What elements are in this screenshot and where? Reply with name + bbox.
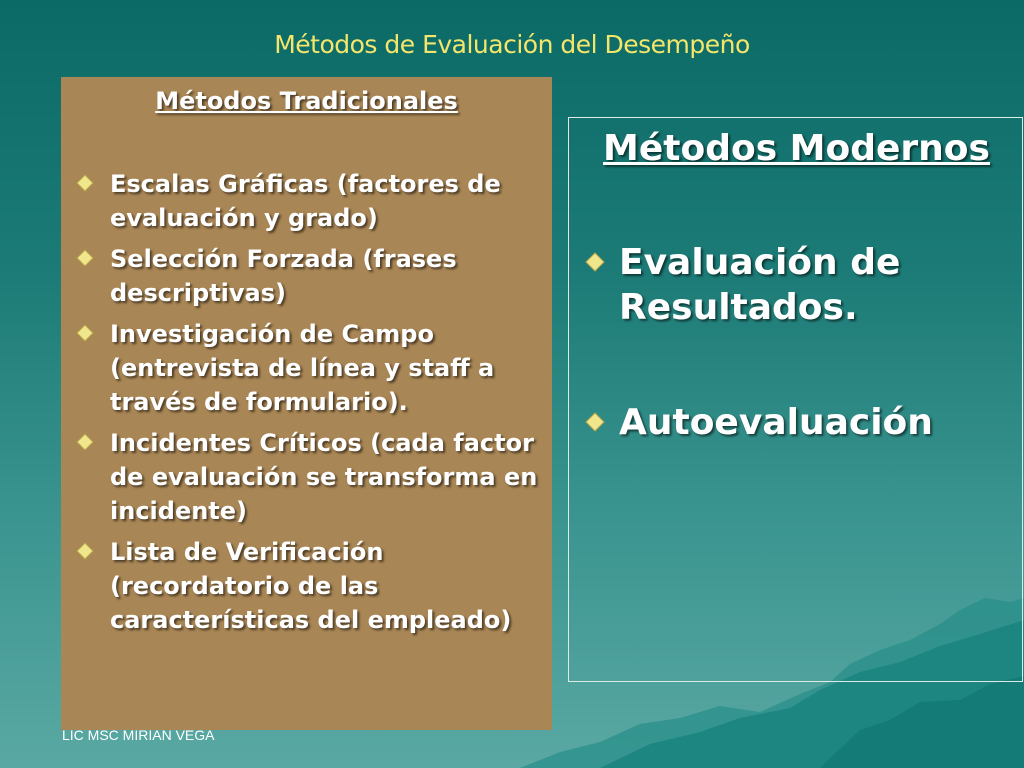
list-item — [73, 317, 543, 419]
list-item-text: Investigación de Campo (entrevista de línea y staff a través de formulario). — [110, 320, 495, 416]
modern-methods-box — [568, 117, 1023, 682]
list-item-text: Selección Forzada (frases descriptivas) — [110, 245, 457, 307]
list-item — [582, 240, 1012, 330]
diamond-bullet-icon — [582, 240, 608, 285]
list-item — [582, 400, 1012, 445]
modern-methods-heading: Métodos Modernos — [603, 128, 990, 169]
traditional-methods-box — [61, 77, 552, 730]
diamond-bullet-icon — [73, 317, 97, 351]
list-item-text: Autoevaluación — [619, 402, 933, 443]
modern-methods-list — [582, 240, 1012, 515]
diamond-bullet-icon — [582, 400, 608, 445]
list-item — [73, 242, 543, 310]
slide-title: Métodos de Evaluación del Desempeño — [274, 30, 750, 59]
list-item — [73, 167, 543, 235]
diamond-bullet-icon — [73, 167, 97, 201]
list-item — [73, 535, 543, 637]
list-item-text: Escalas Gráficas (factores de evaluación y grado) — [110, 170, 501, 232]
list-item — [73, 426, 543, 528]
list-item-text: Lista de Verificación (recordatorio de las características del empleado) — [110, 538, 512, 634]
list-item-text: Evaluación de Resultados. — [619, 242, 901, 328]
diamond-bullet-icon — [73, 426, 97, 460]
diamond-bullet-icon — [73, 242, 97, 276]
traditional-methods-list — [73, 167, 543, 644]
list-item-text: Incidentes Críticos (cada factor de evaluación se transforma en incidente) — [110, 429, 538, 525]
footer-author: LIC MSC MIRIAN VEGA — [62, 727, 215, 743]
traditional-methods-heading: Métodos Tradicionales — [155, 87, 458, 115]
diamond-bullet-icon — [73, 535, 97, 569]
